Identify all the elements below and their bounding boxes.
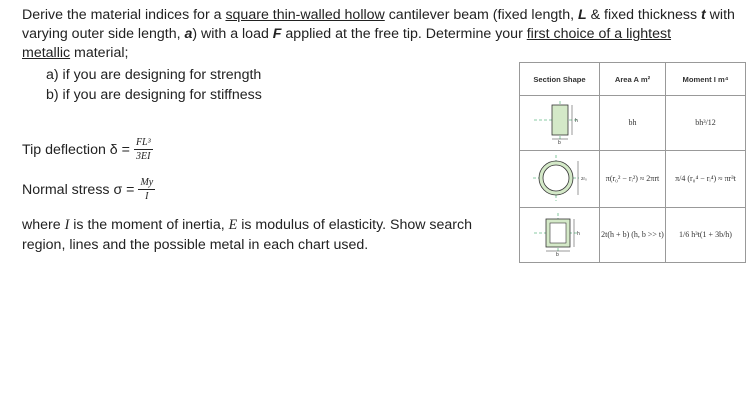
question-text: cantilever beam (fixed length, <box>384 7 578 23</box>
moment-value: π/4 (r₀⁴ − rᵢ⁴) ≈ πr³t <box>666 151 746 208</box>
question-text: material; <box>70 45 129 62</box>
question-text: applied at the free tip. Determine your <box>281 26 527 43</box>
equation-label: Normal stress σ = <box>22 181 135 198</box>
question-text: with varying outer side length, <box>22 7 735 43</box>
fraction <box>138 177 155 202</box>
symbol-I: I <box>64 217 70 233</box>
note-paragraph <box>22 216 502 255</box>
note-text: where <box>22 217 65 233</box>
table-row <box>520 96 746 151</box>
part-b: b) if you are designing for stiffness <box>46 86 262 103</box>
symbol-L: L <box>577 7 587 23</box>
equation-label: Tip deflection δ = <box>22 141 130 158</box>
solid-rectangle-diagram <box>520 96 600 151</box>
symbol-F: F <box>272 26 282 43</box>
svg-text:h: h <box>576 231 580 237</box>
part-a: a) if you are designing for strength <box>46 67 262 83</box>
symbol-t: t <box>701 7 706 23</box>
hollow-circle-icon <box>529 153 591 203</box>
question-paragraph <box>22 6 750 64</box>
svg-text:b: b <box>555 252 559 257</box>
area-value: π(r₀² − rᵢ²) ≈ 2πrt <box>600 151 666 208</box>
underlined-term: metallic <box>22 45 71 62</box>
normal-stress-equation <box>22 177 155 202</box>
numerator: FL³ <box>135 137 151 148</box>
denominator: I <box>145 191 149 202</box>
table-row <box>520 208 746 263</box>
fraction <box>134 137 153 162</box>
table-header-row <box>520 63 746 96</box>
underlined-term: square thin-walled hollow <box>225 7 385 23</box>
underlined-term: first choice of a lightest <box>526 26 672 43</box>
header-moment: Moment I m⁴ <box>666 63 746 96</box>
hollow-box-diagram <box>520 208 600 263</box>
denominator: 3EI <box>136 151 151 162</box>
tip-deflection-equation <box>22 137 153 162</box>
section-properties-table <box>519 62 746 263</box>
symbol-a: a <box>184 26 193 43</box>
solid-rectangle-icon <box>530 99 590 145</box>
header-area: Area A m² <box>600 63 666 96</box>
area-value: bh <box>600 96 666 151</box>
question-text: ) with a load <box>192 26 273 43</box>
svg-text:h: h <box>574 118 578 124</box>
symbol-E: E <box>228 217 238 233</box>
svg-text:b: b <box>557 140 561 145</box>
moment-value: bh³/12 <box>666 96 746 151</box>
area-value: 2t(h + b) (h, b >> t) <box>600 208 666 263</box>
hollow-box-icon <box>530 211 590 257</box>
svg-text:2r₀: 2r₀ <box>580 176 587 181</box>
question-parts <box>46 66 262 105</box>
note-text: is the moment of inertia, <box>69 217 229 233</box>
hollow-tube-diagram <box>520 151 600 208</box>
question-text: Derive the material indices for a <box>22 7 226 23</box>
table-row <box>520 151 746 208</box>
header-section-shape: Section Shape <box>520 63 600 96</box>
question-text: & fixed thickness <box>586 7 701 23</box>
numerator: My <box>140 177 154 188</box>
note-text: is modulus of elasticity. Show search region, lines and the possible metal in each chart used. <box>22 217 473 253</box>
moment-value: 1/6 h³t(1 + 3b/h) <box>666 208 746 263</box>
